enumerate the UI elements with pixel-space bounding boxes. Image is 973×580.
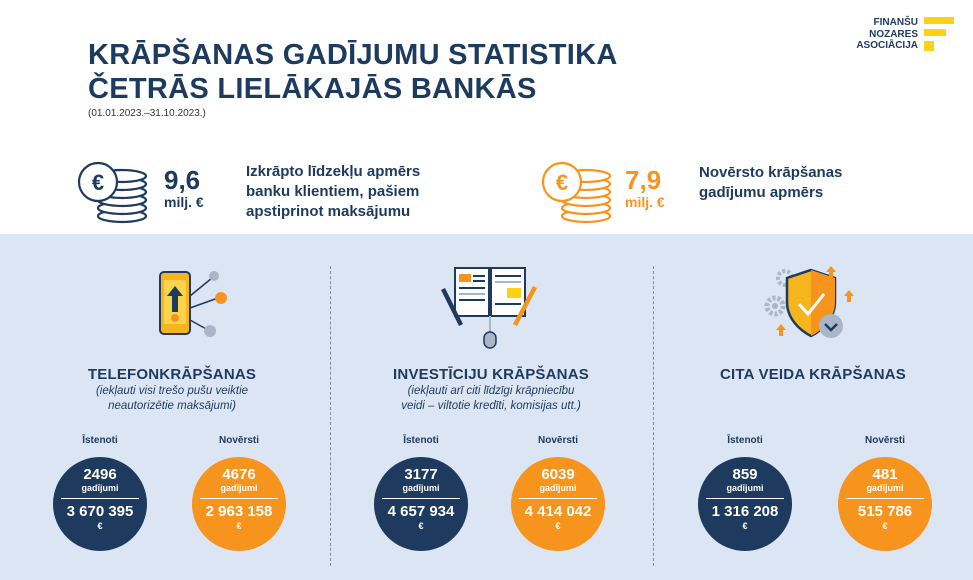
prevented-label: Novērsti [537, 435, 578, 446]
fna-logo [838, 17, 958, 57]
coins-stack-orange-icon [540, 158, 616, 224]
prevented-word: gadījumi [866, 483, 904, 493]
executed-currency: € [97, 521, 103, 531]
column-subtitle: (iekļauti arī citi līdzīgi krāpniecību veidi – viltotie kredīti, komisijas utt.) [401, 385, 581, 412]
circle-divider [846, 498, 924, 499]
column-subtitle: (iekļauti visi trešo pušu veiktie neautorizētie maksājumi) [95, 385, 249, 412]
executed-label: Īstenoti [727, 435, 763, 446]
circle-divider [519, 498, 597, 499]
circle-divider [200, 498, 278, 499]
stolen-unit: milj. € [164, 194, 204, 210]
prevented-currency: € [236, 521, 242, 531]
column-investment-fraud [331, 234, 651, 580]
executed-word: gadījumi [402, 483, 440, 493]
prevented-stat [625, 166, 665, 210]
notebook-pens-icon [441, 258, 541, 352]
column-title: TELEFONKRĀPŠANAS [87, 366, 257, 383]
column-title: CITA VEIDA KRĀPŠANAS [720, 366, 906, 383]
executed-count: 2496 [83, 466, 117, 483]
column-phone-fraud [12, 234, 332, 580]
title-line-2: ČETRĀS LIELĀKAJĀS BANKĀS [88, 73, 537, 105]
coins-stack-icon [76, 158, 152, 224]
svg-text:€: € [555, 170, 569, 195]
stolen-description [246, 162, 420, 222]
prevented-count: 6039 [541, 466, 575, 483]
executed-label: Īstenoti [82, 435, 118, 446]
prevented-currency: € [555, 521, 561, 531]
executed-amount: 4 657 934 [387, 503, 455, 520]
executed-circle [53, 457, 147, 551]
logo-f-mark-icon [924, 17, 954, 53]
circle-divider [706, 498, 784, 499]
prevented-circle [511, 457, 605, 551]
prevented-desc-line-2: gadījumu apmērs [699, 184, 824, 201]
logo-line-2: NOZARES [869, 28, 918, 40]
prevented-circle [192, 457, 286, 551]
smartphone-icon [154, 268, 234, 342]
circle-divider [61, 498, 139, 499]
executed-circle [374, 457, 468, 551]
prevented-label: Novērsti [218, 435, 259, 446]
logo-line-1: FINANŠU [873, 17, 918, 28]
shield-gears-icon [761, 264, 861, 344]
executed-word: gadījumi [726, 483, 764, 493]
stolen-desc-line-3: apstiprinot maksājumu [246, 203, 411, 220]
prevented-amount: 515 786 [857, 503, 913, 520]
prevented-word: gadījumi [220, 483, 258, 493]
logo-line-3: ASOCIĀCIJA [856, 40, 918, 51]
prevented-amount: 2 963 158 [205, 503, 273, 520]
prevented-currency: € [882, 521, 888, 531]
executed-amount: 1 316 208 [711, 503, 779, 520]
prevented-circle [838, 457, 932, 551]
column-title: INVESTĪCIJU KRĀPŠANAS [393, 366, 589, 383]
period-label: (01.01.2023.–31.10.2023.) [88, 108, 206, 119]
executed-amount: 3 670 395 [66, 503, 134, 520]
stolen-value: 9,6 [164, 165, 201, 195]
executed-word: gadījumi [81, 483, 119, 493]
prevented-label: Novērsti [864, 435, 905, 446]
executed-currency: € [742, 521, 748, 531]
executed-label: Īstenoti [403, 435, 439, 446]
prevented-count: 481 [872, 466, 898, 483]
stolen-stat [164, 166, 204, 210]
page-title [88, 38, 618, 106]
column-other-fraud [653, 234, 973, 580]
prevented-value: 7,9 [625, 165, 662, 195]
circle-divider [382, 498, 460, 499]
title-line-1: KRĀPŠANAS GADĪJUMU STATISTIKA [88, 39, 618, 71]
stolen-desc-line-2: banku klientiem, pašiem [246, 183, 420, 200]
executed-count: 3177 [404, 466, 438, 483]
prevented-count: 4676 [222, 466, 256, 483]
executed-count: 859 [732, 466, 758, 483]
prevented-amount: 4 414 042 [524, 503, 592, 520]
logo-text [838, 17, 918, 52]
stolen-desc-line-1: Izkrāpto līdzekļu apmērs [246, 163, 421, 180]
prevented-description [699, 163, 842, 203]
prevented-unit: milj. € [625, 194, 665, 210]
executed-circle [698, 457, 792, 551]
prevented-word: gadījumi [539, 483, 577, 493]
executed-currency: € [418, 521, 424, 531]
svg-text:€: € [91, 170, 105, 195]
prevented-desc-line-1: Novērsto krāpšanas [699, 164, 843, 181]
